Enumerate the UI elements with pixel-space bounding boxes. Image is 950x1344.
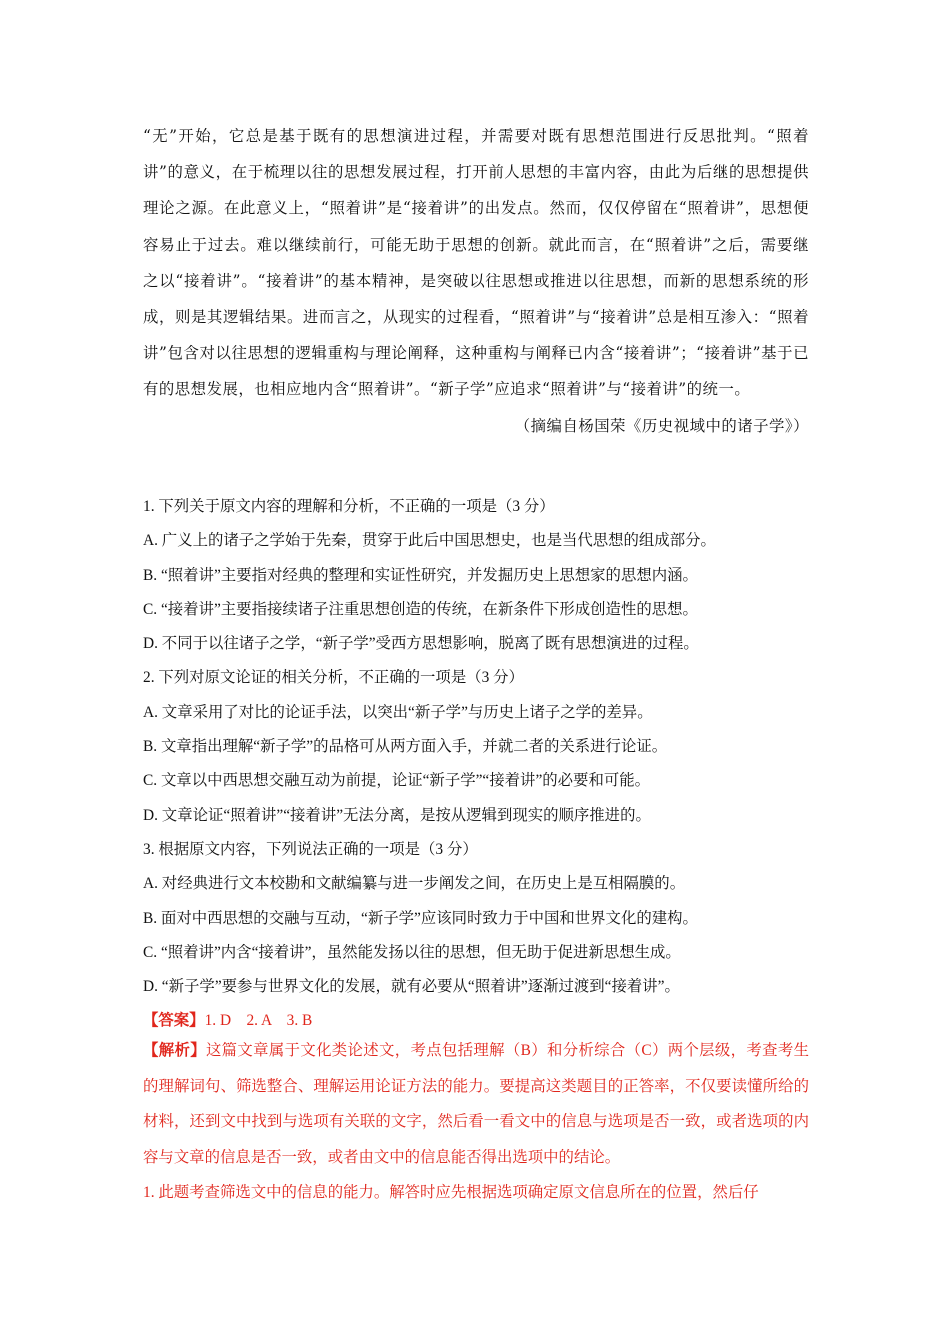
analysis-text: 这篇文章属于文化类论述文，考点包括理解（B）和分析综合（C）两个层级，考查考生的理解词句、筛选整合、理解运用论证方法的能力。要提高这类题目的正答率，不仅要读懂所给的材料，还到文中找到与选项有关联的文字，然后看一看文中的信息与选项是否一致，或者选项的内容与文章的信息是否一致，或者由文中的信息能否得出选项中的结论。: [143, 1042, 809, 1166]
question-option: A. 广义上的诸子之学始于先秦，贯穿于此后中国思想史，也是当代思想的组成部分。: [143, 532, 716, 550]
answer-label: 【答案】: [143, 1012, 205, 1030]
question-option: B. “照着讲”主要指对经典的整理和实证性研究，并发掘历史上思想家的思想内涵。: [143, 566, 698, 584]
analysis-label: 【解析】: [143, 1042, 206, 1059]
question-option: B. 面对中西思想的交融与互动，“新子学”应该同时致力于中国和世界文化的建构。: [143, 909, 698, 927]
passage-text: [143, 118, 809, 444]
question-stem: 1. 下列关于原文内容的理解和分析，不正确的一项是（3 分）: [143, 498, 555, 515]
answer-text: 1. D 2. A 3. B: [204, 1012, 313, 1030]
question-option: D. 文章论证“照着讲”“接着讲”无法分离，是按从逻辑到现实的顺序推进的。: [143, 806, 651, 824]
question-stem: 2. 下列对原文论证的相关分析，不正确的一项是（3 分）: [143, 669, 524, 687]
question-option: C. “接着讲”主要指接续诸子注重思想创造的传统，在新条件下形成创造性的思想。: [143, 600, 698, 618]
question-option: A. 文章采用了对比的论证手法，以突出“新子学”与历史上诸子之学的差异。: [143, 703, 653, 721]
question-option: B. 文章指出理解“新子学”的品格可从两方面入手，并就二者的关系进行论证。: [143, 738, 668, 756]
passage-source: （摘编自杨国荣《历史视域中的诸子学》）: [514, 416, 809, 435]
passage-body: “无”开始，它总是基于既有的思想演进过程，并需要对既有思想范围进行反思批判。“照着讲”的意义，在于梳理以往的思想发展过程，打开前人思想的丰富内容，由此为后继的思想提供理论之源。在此意义上，“照着讲”是“接着讲”的出发点。然而，仅仅停留在“照着讲”，思想便容易止于过去。难以继续前行，可能无助于思想的创新。就此而言，在“照着讲”之后，需要继之以“接着讲”。“接着讲”的基本精神，是突破以往思想或推进以往思想，而新的思想系统的形成，则是其逻辑结果。进而言之，从现实的过程看，“照着讲”与“接着讲”总是相互渗入：“照着讲”包含对以往思想的逻辑重构与理论阐释，这种重构与阐释已内含“接着讲”；“接着讲”基于已有的思想发展，也相应地内含“照着讲”。“新子学”应追求“照着讲”与“接着讲”的统一。: [143, 127, 809, 399]
analysis-section: [143, 1033, 809, 1211]
questions-section: [143, 490, 813, 1039]
question-option: C. 文章以中西思想交融互动为前提，论证“新子学”“接着讲”的必要和可能。: [143, 772, 651, 790]
question-option: A. 对经典进行文本校勘和文献编纂与进一步阐发之间，在历史上是互相隔膜的。: [143, 875, 686, 893]
question-option: D. “新子学”要参与世界文化的发展，就有必要从“照着讲”逐渐过渡到“接着讲”。: [143, 978, 680, 996]
analysis-item-1: 1. 此题考查筛选文中的信息的能力。解答时应先根据选项确定原文信息所在的位置，然后仔: [143, 1184, 759, 1201]
question-option: C. “照着讲”内含“接着讲”，虽然能发扬以往的思想，但无助于促进新思想生成。: [143, 943, 681, 961]
question-stem: 3. 根据原文内容，下列说法正确的一项是（3 分）: [143, 840, 478, 858]
question-option: D. 不同于以往诸子之学，“新子学”受西方思想影响，脱离了既有思想演进的过程。: [143, 635, 699, 653]
